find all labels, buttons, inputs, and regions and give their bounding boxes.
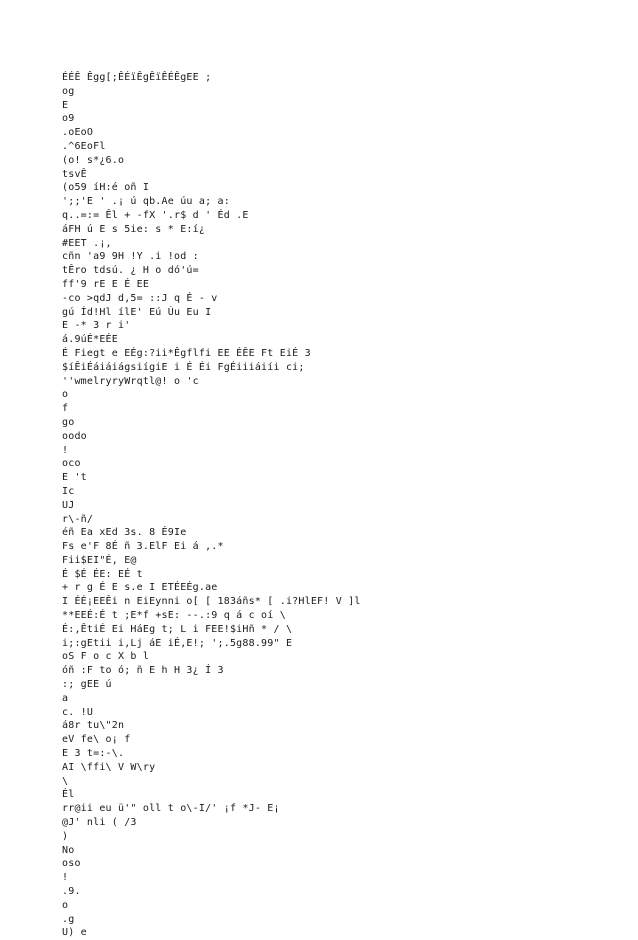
- text-line: :; gEE ú: [62, 679, 112, 691]
- text-line: q..=:= Êl + -fX '.r$ d ' Éd .E: [62, 209, 249, 221]
- text-line: + r g É E s.e I ETÉEÉg.ae: [62, 582, 218, 594]
- text-line: (o59 íH:é oñ I: [62, 182, 150, 194]
- text-line: eV fe\ o¡ f: [62, 734, 131, 746]
- text-line: go: [62, 416, 75, 428]
- text-line: á.9úÉ*EÉE: [62, 334, 118, 346]
- text-line: áFH ú E s 5ie: s * E:í¿: [62, 223, 206, 235]
- text-line: (o! s*¿6.o: [62, 154, 125, 166]
- text-line: E 3 t=:-\.: [62, 748, 125, 760]
- text-line: ';;'E ' .¡ ú qb.Ae úu a; a:: [62, 196, 230, 208]
- text-line: !: [62, 444, 69, 456]
- text-line: U) e: [62, 927, 87, 939]
- text-line: Él: [62, 789, 75, 801]
- text-line: f: [62, 403, 69, 415]
- text-line: E -* 3 r i': [62, 320, 131, 332]
- text-line: -co >qdJ d,5= ::J q É - v: [62, 292, 218, 304]
- text-line: oS F o c X b l: [62, 651, 150, 663]
- text-line: o9: [62, 113, 75, 125]
- text-line: oodo: [62, 430, 87, 442]
- text-line: .oEoO: [62, 127, 94, 139]
- text-line: cñn 'a9 9H !Y .i !od :: [62, 251, 199, 263]
- text-line: **EEÉ:É t ;E*f +sE: --.:9 q á c oí \: [62, 610, 286, 622]
- text-line: oco: [62, 458, 81, 470]
- text-line: I ÉÉ¡EEÊi n EiEynni o[ [ 183áñs* [ .i?HlEF! V ]l: [62, 596, 361, 608]
- text-line: AI \ffi\ V W\ry: [62, 761, 156, 773]
- text-line: ff'9 rE E É EE: [62, 278, 150, 290]
- text-line: Ic: [62, 485, 75, 497]
- text-line: E: [62, 99, 69, 111]
- text-line: o: [62, 389, 69, 401]
- text-line: ''wmelryryWrqtl@! o 'c: [62, 375, 199, 387]
- text-line: No: [62, 844, 75, 856]
- text-line: @J' nli ( /3: [62, 817, 137, 829]
- text-line: og: [62, 85, 75, 97]
- text-line: éñ Ea xEd 3s. 8 É9Ie: [62, 527, 187, 539]
- text-line: .^6EoFl: [62, 140, 106, 152]
- text-line: i;:gEtii i,Lj áE iÉ,E!; ';.5g88.99" E: [62, 637, 293, 649]
- text-line: c. !U: [62, 706, 94, 718]
- text-line: É:,ÊtiÉ Ei HáEg t; L i FEE!$iHñ * / \: [62, 623, 293, 635]
- text-line: a: [62, 692, 69, 704]
- text-line: Fii$EI"É, E@: [62, 554, 137, 566]
- text-line: !: [62, 872, 69, 884]
- text-line: #EET .¡,: [62, 237, 112, 249]
- text-line: ÉÉÊ Êgg[;ÊÉïÊgÊïÊÉÊgEE ;: [62, 72, 212, 83]
- text-line: \: [62, 775, 69, 787]
- text-line: $íÊiÉáiáiágsiígiE i É Éi FgÉiiiáiíi ci;: [62, 361, 305, 373]
- text-line: .g: [62, 913, 75, 925]
- text-line: ): [62, 830, 69, 842]
- text-line: rr@ii eu ü'" oll t o\-I/' ¡f *J- E¡: [62, 803, 280, 815]
- text-line: gú Íd!Hl ílE' Eú Úu Eu I: [62, 306, 212, 318]
- text-line: oso: [62, 858, 81, 870]
- text-line: É Fiegt e EÉg:?ii*Êgflfi EE ÉÊE Ft EiÉ 3: [62, 347, 311, 359]
- text-line: UJ: [62, 499, 75, 511]
- text-line: óñ :F to ó; ñ E h H 3¿ Í 3: [62, 665, 224, 677]
- text-line: tsvÊ: [62, 168, 87, 180]
- text-line: E 't: [62, 472, 87, 484]
- text-line: tÊro tdsú. ¿ H o dó'ú=: [62, 265, 199, 277]
- text-line: Fs e'F 8É ñ 3.ElF Ei á ,.*: [62, 541, 224, 553]
- ocr-text-block: [62, 71, 622, 940]
- text-line: á8r tu\"2n: [62, 720, 125, 732]
- text-line: r\-ñ/: [62, 513, 94, 525]
- text-line: É $É ÉE: EÉ t: [62, 568, 143, 580]
- text-line: o: [62, 899, 69, 911]
- text-line: .9.: [62, 886, 81, 898]
